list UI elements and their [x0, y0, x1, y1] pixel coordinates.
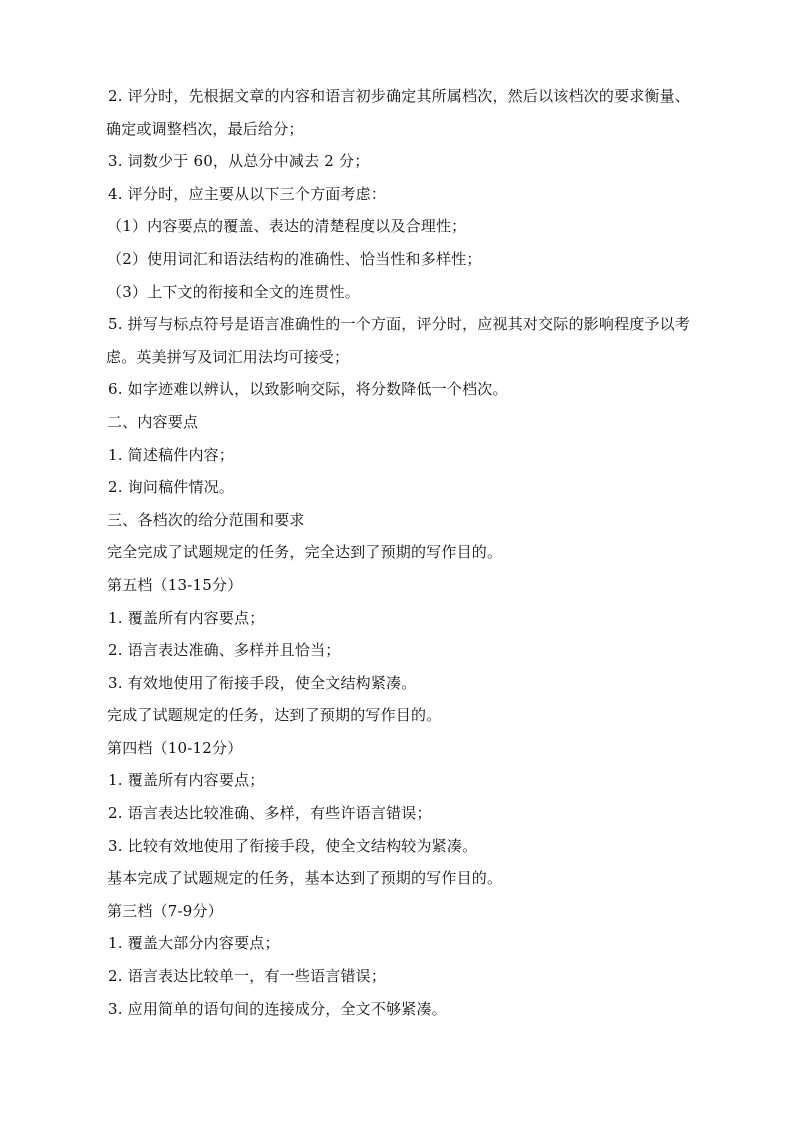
tier-3-summary: 基本完成了试题规定的任务，基本达到了预期的写作目的。: [107, 869, 503, 888]
tier-4-item-3: 3. 比较有效地使用了衔接手段，使全文结构较为紧凑。: [108, 836, 478, 855]
criterion-2: （2）使用词汇和语法结构的准确性、恰当性和多样性；: [107, 249, 482, 268]
rule-2-line-1: 2. 评分时，先根据文章的内容和语言初步确定其所属档次，然后以该档次的要求衡量、: [108, 87, 691, 105]
criterion-3: （3）上下文的衔接和全文的连贯性。: [107, 282, 360, 301]
rule-3: 3. 词数少于 60，从总分中减去 2 分；: [108, 152, 370, 171]
rule-6: 6. 如字迹难以辨认，以致影响交际，将分数降低一个档次。: [108, 380, 508, 399]
tier-5-heading: 第五档（13-15分）: [107, 575, 243, 594]
tier-5-summary: 完全完成了试题规定的任务，完全达到了预期的写作目的。: [107, 543, 503, 562]
tier-4-heading: 第四档（10-12分）: [107, 738, 243, 757]
rule-5-line-1: 5. 拼写与标点符号是语言准确性的一个方面，评分时，应视其对交际的影响程度予以考: [108, 315, 691, 334]
rule-2-line-2: 确定或调整档次，最后给分；: [106, 119, 304, 138]
criterion-1: （1）内容要点的覆盖、表达的清楚程度以及合理性；: [107, 217, 467, 236]
section-3-heading: 三、各档次的给分范围和要求: [107, 510, 305, 529]
tier-4-item-2: 2. 语言表达比较准确、多样，有些许语言错误；: [108, 804, 432, 823]
rule-4: 4. 评分时，应主要从以下三个方面考虑：: [108, 184, 387, 203]
tier-3-item-3: 3. 应用简单的语句间的连接成分，全文不够紧凑。: [108, 999, 447, 1018]
tier-5-item-2: 2. 语言表达准确、多样并且恰当；: [108, 641, 341, 660]
tier-3-heading: 第三档（7-9分）: [107, 901, 223, 920]
tier-5-item-3: 3. 有效地使用了衔接手段，使全文结构紧凑。: [108, 673, 417, 692]
tier-4-summary: 完成了试题规定的任务，达到了预期的写作目的。: [107, 706, 442, 725]
tier-4-item-1: 1. 覆盖所有内容要点；: [108, 771, 265, 790]
rule-5-line-2: 虑。英美拼写及词汇用法均可接受；: [106, 347, 350, 366]
content-point-2: 2. 询问稿件情况。: [108, 478, 235, 497]
tier-3-item-1: 1. 覆盖大部分内容要点；: [108, 934, 280, 953]
document-body: [107, 80, 717, 1025]
content-point-1: 1. 简述稿件内容；: [108, 445, 235, 464]
tier-5-item-1: 1. 覆盖所有内容要点；: [108, 608, 265, 627]
section-2-heading: 二、内容要点: [107, 412, 199, 431]
tier-3-item-2: 2. 语言表达比较单一，有一些语言错误；: [108, 967, 387, 986]
